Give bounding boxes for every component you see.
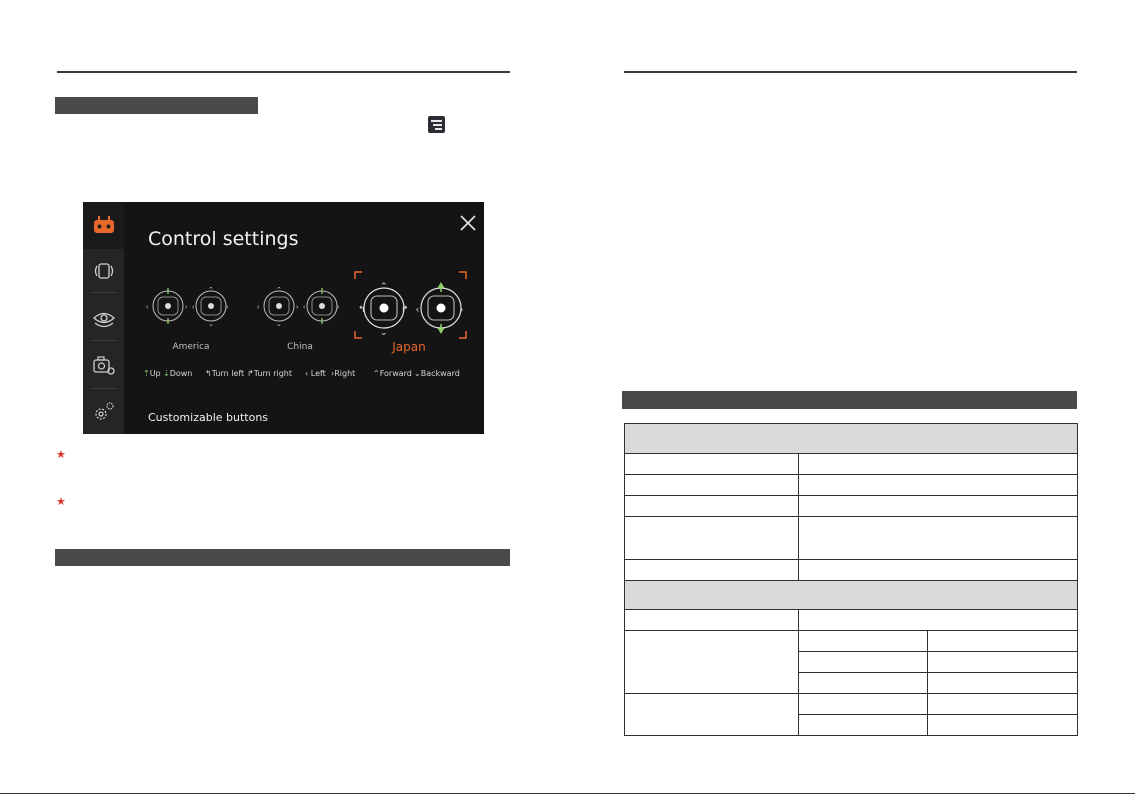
table-cell [625, 560, 799, 581]
svg-text:›: › [460, 304, 463, 314]
table-cell [625, 496, 799, 517]
screen-title: Control settings [148, 228, 299, 250]
svg-text:›: › [337, 304, 340, 311]
table-cell [928, 715, 1078, 736]
left-section-heading-bar [55, 97, 258, 114]
note-star-icon: ★ [56, 449, 66, 461]
table-row [625, 631, 1078, 652]
table-cell [625, 694, 799, 736]
table-cell [799, 560, 1078, 581]
legend-left: ‹ Left [305, 369, 326, 378]
legend-forward: ⌃Forward [373, 369, 412, 378]
right-header-rule [624, 71, 1077, 73]
svg-text:⌃: ⌃ [208, 287, 214, 294]
left-section-bar [55, 549, 510, 566]
table-cell [625, 610, 799, 631]
table-row [625, 475, 1078, 496]
legend-turn-right: ↱Turn right [247, 369, 293, 378]
america-left-stick-icon[interactable] [146, 284, 190, 328]
china-left-stick-icon[interactable] [257, 284, 301, 328]
table-cell [928, 673, 1078, 694]
left-header-rule [57, 71, 510, 73]
note-star-icon: ★ [56, 496, 66, 508]
table-cell [799, 715, 928, 736]
sidebar-divider [91, 388, 117, 389]
table-row [625, 454, 1078, 475]
table-section-cell [625, 581, 1078, 610]
china-right-stick-icon[interactable] [300, 284, 344, 328]
table-cell [799, 454, 1078, 475]
mode-label-japan[interactable]: Japan [392, 340, 426, 354]
svg-text:‹: ‹ [257, 304, 260, 311]
america-right-stick-icon[interactable] [189, 284, 233, 328]
table-cell [799, 517, 1078, 560]
table-row [625, 517, 1078, 560]
remote-controller-icon [92, 214, 116, 238]
legend-right: ›Right [331, 369, 356, 378]
svg-text:⌄: ⌄ [276, 321, 282, 328]
table-section-row [625, 424, 1078, 454]
table-section-cell [625, 424, 1078, 454]
table-cell [799, 496, 1078, 517]
mode-label-china[interactable]: China [287, 342, 313, 352]
svg-text:⌃: ⌃ [276, 287, 282, 294]
legend-down: ⇣Down [163, 369, 193, 378]
table-cell [799, 694, 928, 715]
table-row [625, 560, 1078, 581]
svg-text:⌃: ⌃ [380, 281, 388, 291]
svg-text:⌄: ⌄ [380, 327, 388, 337]
legend-turn-left: ↰Turn left [205, 369, 245, 378]
table-cell [799, 610, 1078, 631]
sidebar-item-remote-controller[interactable] [83, 202, 124, 249]
settings-sidebar [83, 202, 124, 434]
table-cell [625, 475, 799, 496]
svg-text:›: › [185, 304, 188, 311]
table-cell [625, 454, 799, 475]
svg-text:›: › [226, 304, 229, 311]
legend-up: ⇡Up [143, 369, 161, 378]
table-cell [625, 517, 799, 560]
sidebar-divider [91, 292, 117, 293]
table-cell [799, 673, 928, 694]
svg-text:›: › [296, 304, 299, 311]
svg-text:‹: ‹ [416, 304, 419, 314]
right-section-bar [622, 391, 1077, 409]
table-row [625, 610, 1078, 631]
svg-text:↰: ↰ [358, 304, 366, 314]
japan-right-stick-icon[interactable] [413, 280, 469, 336]
camera-settings-icon[interactable] [92, 353, 116, 377]
svg-text:↱: ↱ [401, 304, 409, 314]
svg-text:‹: ‹ [146, 304, 149, 311]
sidebar-divider [91, 340, 117, 341]
table-cell [799, 631, 928, 652]
general-settings-icon[interactable] [92, 400, 116, 424]
table-cell [928, 652, 1078, 673]
bottom-edge-line [0, 793, 1135, 794]
table-section-row [625, 581, 1078, 610]
table-cell [799, 475, 1078, 496]
japan-left-stick-icon[interactable] [356, 280, 412, 336]
mode-label-america[interactable]: America [172, 342, 210, 352]
table-row [625, 496, 1078, 517]
table-cell [625, 631, 799, 694]
table-cell [928, 631, 1078, 652]
control-settings-screenshot [83, 202, 484, 434]
svg-text:⌄: ⌄ [208, 321, 214, 328]
table-row [625, 694, 1078, 715]
aircraft-icon[interactable] [92, 259, 116, 283]
table-cell [799, 652, 928, 673]
table-cell [928, 694, 1078, 715]
vision-icon[interactable] [92, 306, 116, 330]
menu-icon [428, 116, 445, 133]
legend-backward: ⌄Backward [414, 369, 460, 378]
close-icon[interactable] [459, 214, 477, 232]
specifications-table [624, 423, 1078, 736]
customizable-buttons-label[interactable]: Customizable buttons [148, 411, 269, 424]
svg-text:‹: ‹ [303, 304, 306, 311]
svg-text:‹: ‹ [192, 304, 195, 311]
